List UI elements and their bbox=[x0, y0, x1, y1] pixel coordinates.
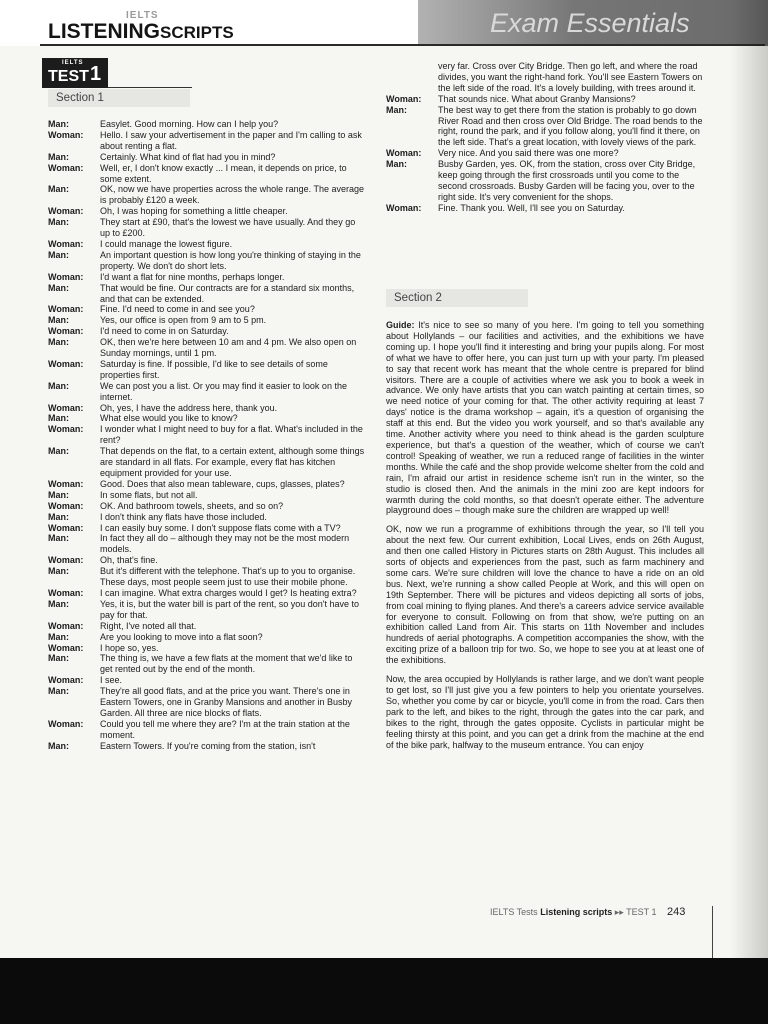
speaker-label: Man: bbox=[48, 566, 69, 577]
speaker-label: Woman: bbox=[48, 718, 84, 729]
paragraph-text: Now, the area occupied by Hollylands is rather large, and we don't want people to get lost, so I'll just give you a few pointers to help you orientate yourselves. So, whether you come by car or bicycle, you'll come in from the road. Cars then park to the left, and bikes to the right, through the gates into the car park, and bikes to the right, through the gates opposite. Cyclists in particular might be feeling thirsty at this point, and you can get a drink from the machine at the end of the bike park, halfway to the museum entrance. You can enjoy bbox=[386, 674, 704, 750]
dialogue-line bbox=[48, 490, 366, 501]
dialogue-text: Oh, that's fine. bbox=[100, 555, 158, 566]
dialogue-text: Good. Does that also mean tableware, cups, glasses, plates? bbox=[100, 478, 345, 489]
dialogue-line bbox=[48, 304, 366, 315]
dialogue-text: That depends on the flat, to a certain extent, although some things are standard in all flats. For example, every flat has kitchen equipment provided for your use. bbox=[100, 446, 365, 478]
header-title-listening: LISTENING bbox=[48, 20, 161, 43]
dialogue-line bbox=[48, 359, 366, 381]
dialogue-line bbox=[48, 239, 366, 250]
dialogue-text: What else would you like to know? bbox=[100, 413, 238, 424]
dialogue-text: Very nice. And you said there was one more? bbox=[438, 148, 619, 159]
header-band-text: Exam Essentials bbox=[490, 8, 690, 38]
speaker-label: Man: bbox=[48, 282, 69, 293]
speaker-label: Man: bbox=[48, 337, 69, 348]
section-2-paragraph bbox=[386, 674, 704, 750]
dialogue-text: Yes, our office is open from 9 am to 5 pm. bbox=[100, 315, 267, 326]
dialogue-line bbox=[48, 381, 366, 403]
dialogue-text: OK, then we're here between 10 am and 4 pm. We also open on Sunday mornings, until 1 pm. bbox=[100, 337, 357, 359]
speaker-label: Man: bbox=[48, 511, 69, 522]
dialogue-line bbox=[386, 105, 704, 149]
speaker-label: Man: bbox=[48, 184, 69, 195]
speaker-label: Man: bbox=[48, 653, 69, 664]
dialogue-text: Could you tell me where they are? I'm at the train station at the moment. bbox=[100, 718, 350, 740]
dialogue-line bbox=[48, 403, 366, 414]
dialogue-line bbox=[48, 719, 366, 741]
dialogue-line bbox=[48, 741, 366, 752]
speaker-label: Woman: bbox=[48, 587, 84, 598]
dialogue-right-column bbox=[386, 61, 704, 214]
speaker-label: Man: bbox=[48, 740, 69, 751]
dialogue-text: Oh, I was hoping for something a little cheaper. bbox=[100, 206, 288, 217]
speaker-label: Woman: bbox=[386, 148, 422, 159]
speaker-label: Woman: bbox=[48, 271, 84, 282]
dialogue-text: The best way to get there from the station is probably to go down River Road and then cross over Old Bridge. The road bends to the right, round the park, and if you follow along, you'll find it there, on the left side. That's a great location, with lovely views of the park. bbox=[438, 104, 703, 148]
section-2-paragraph bbox=[386, 524, 704, 666]
dialogue-text: I hope so, yes. bbox=[100, 642, 159, 653]
section-1-heading: Section 1 bbox=[48, 89, 190, 107]
footer-label: Listening scripts bbox=[540, 907, 613, 917]
dialogue-line bbox=[48, 446, 366, 479]
footer-brand: IELTS Tests bbox=[490, 907, 538, 917]
speaker-label: Man: bbox=[48, 151, 69, 162]
dialogue-text: Eastern Towers. If you're coming from the station, isn't bbox=[100, 740, 316, 751]
page-number: 243 bbox=[667, 906, 686, 918]
dialogue-text: OK. And bathroom towels, sheets, and so on? bbox=[100, 500, 284, 511]
dialogue-text: The thing is, we have a few flats at the moment that we'd like to get rented out by the end of the month. bbox=[100, 653, 353, 675]
speaker-label: Man: bbox=[48, 489, 69, 500]
speaker-label bbox=[386, 61, 438, 94]
paragraph-text: OK, now we run a programme of exhibitions through the year, so I'll tell you about the next few. Our current exhibition, Local Lives, ends on 26th August, and then one called History in Pictures starts on 28th August. This includes all sorts of objects and experiences from the past, such as farm machinery and some cars. We're sure children will love the chance to have a ride on an old bus. Next, we're running a show called People at Work, and this will open on 19th September. There will be pictures and videos depicting all sorts of jobs, from coal mining to flying planes. And there's a careers advice service available for everyone to consult. Following on from that show, we're putting on an exhibition called Land from Air. This starts on 11th November and includes hundreds of aerial photographs. A competition accompanies the show, with the exciting prize of a balloon trip for two. So, we hope to see you at at least one of the exhibitions. bbox=[386, 524, 704, 666]
paragraph-text: It's nice to see so many of you here. I'm going to tell you something about Hollylands – our facilities and activities, and the exhibitions we have coming up. I hope you'll find it interesting and bring your pupils along. For most of what we have to offer here, you can just turn up with your party. I'm pleased to say that recent work has meant that the whole centre is prepared for blind visitors. There are a couple of activities where we ask you to book a week in advance. We only have artists that you can watch painting at certain times, so we need notice of your coming for that. The other activity requiring at least 7 days' notice is the drama workshop – again, it's a question of organising the staff at this end. But the video you work yourself, and so that's available any time. Another activity where you need to think ahead is the garden sculpture experience, but that's a question of the weather, which of course we can't control! Speaking of weather, we run a reduced range of facilities in the winter months. While the café and the shop provide welcome shelter from the cold and rain, I'm afraid our artist in residence scheme isn't run in the winter, so the studio is closed then. And the animals in the mini zoo are kept indoors for warmth during the cold months, so that doesn't operate either. The adventure playground does – though make sure the children are wrapped up well! bbox=[386, 320, 704, 516]
speaker-label: Woman: bbox=[48, 358, 84, 369]
dialogue-text: Busby Garden, yes. OK, from the station, cross over City Bridge, keep going through the first crossroads until you come to the second crossroads. Busby Garden will be facing you, over to the right side. It's very convenient for the shops. bbox=[438, 159, 696, 202]
dialogue-text: But it's different with the telephone. That's up to you to organise. These days, most people seem just to use their mobile phone. bbox=[100, 566, 356, 588]
dialogue-line bbox=[48, 686, 366, 719]
badge-test: TEST bbox=[48, 68, 89, 85]
dialogue-line bbox=[48, 119, 366, 130]
header-ielts-label: IELTS bbox=[126, 10, 159, 21]
dialogue-text: Oh, yes, I have the address here, thank you. bbox=[100, 402, 278, 413]
test-badge bbox=[42, 58, 108, 88]
dialogue-text: I can imagine. What extra charges would I get? Is heating extra? bbox=[100, 587, 357, 598]
dialogue-line bbox=[48, 632, 366, 643]
dialogue-text: Hello. I saw your advertisement in the paper and I'm calling to ask about renting a flat. bbox=[100, 129, 362, 151]
dialogue-line bbox=[48, 217, 366, 239]
speaker-label: Woman: bbox=[48, 238, 84, 249]
dialogue-text: I could manage the lowest figure. bbox=[100, 238, 233, 249]
speaker-label: Woman: bbox=[48, 478, 84, 489]
header-title-scripts: SCRIPTS bbox=[160, 23, 234, 42]
dialogue-line bbox=[48, 424, 366, 446]
dialogue-line bbox=[48, 643, 366, 654]
speaker-label: Man: bbox=[48, 631, 69, 642]
speaker-label: Man: bbox=[48, 119, 69, 129]
dialogue-text: Fine. I'd need to come in and see you? bbox=[100, 304, 255, 315]
dialogue-line bbox=[48, 315, 366, 326]
dialogue-line bbox=[48, 599, 366, 621]
dialogue-line bbox=[48, 675, 366, 686]
speaker-label: Man: bbox=[48, 413, 69, 424]
dialogue-text: Easylet. Good morning. How can I help you? bbox=[100, 119, 279, 129]
dialogue-line bbox=[386, 61, 704, 94]
header-rule bbox=[40, 44, 765, 46]
speaker-label: Man: bbox=[48, 686, 69, 697]
dialogue-text: very far. Cross over City Bridge. Then go left, and where the road divides, you want the right-hand fork. You'll see Eastern Towers on the left side of the road. It's a lovely building, with trees around it. bbox=[438, 61, 703, 93]
dialogue-text: Saturday is fine. If possible, I'd like to see details of some properties first. bbox=[100, 358, 328, 380]
dialogue-text: Yes, it is, but the water bill is part of the rent, so you don't have to pay for that. bbox=[100, 598, 360, 620]
dialogue-text: They're all good flats, and at the price you want. There's one in Eastern Towers, one in Granby Mansions and another in Busby Garden. All three are nice blocks of flats. bbox=[100, 686, 352, 718]
dialogue-text: We can post you a list. Or you may find it easier to look on the internet. bbox=[100, 380, 347, 402]
speaker-label: Woman: bbox=[386, 202, 422, 213]
speaker-label: Woman: bbox=[48, 620, 84, 631]
footer-test: TEST 1 bbox=[626, 907, 657, 917]
dialogue-line bbox=[386, 159, 704, 203]
dialogue-left-column bbox=[48, 119, 366, 752]
dialogue-line bbox=[48, 523, 366, 534]
dialogue-text: In some flats, but not all. bbox=[100, 489, 198, 500]
section-2-heading: Section 2 bbox=[386, 289, 528, 307]
badge-number: 1 bbox=[90, 63, 102, 85]
dialogue-text: Right, I've noted all that. bbox=[100, 620, 197, 631]
speaker-label: Man: bbox=[48, 249, 69, 260]
dialogue-line bbox=[386, 203, 704, 214]
speaker-label: Woman: bbox=[48, 424, 84, 435]
speaker-label: Woman: bbox=[48, 675, 84, 686]
speaker-label: Woman: bbox=[48, 402, 84, 413]
speaker-label: Woman: bbox=[48, 129, 84, 140]
dialogue-line bbox=[48, 512, 366, 523]
dialogue-line bbox=[48, 479, 366, 490]
paragraph-speaker: Guide: bbox=[386, 320, 415, 330]
dialogue-text: They start at £90, that's the lowest we have usually. And they go up to £200. bbox=[100, 217, 356, 239]
dialogue-line bbox=[48, 653, 366, 675]
speaker-label: Man: bbox=[386, 159, 407, 170]
footer-rule bbox=[712, 906, 713, 958]
speaker-label: Woman: bbox=[386, 93, 422, 104]
dialogue-line bbox=[48, 501, 366, 512]
dialogue-line bbox=[48, 250, 366, 272]
speaker-label: Man: bbox=[48, 315, 69, 326]
speaker-label: Woman: bbox=[48, 206, 84, 217]
dialogue-line bbox=[48, 566, 366, 588]
dialogue-text: I'd want a flat for nine months, perhaps longer. bbox=[100, 271, 285, 282]
dialogue-line bbox=[386, 94, 704, 105]
dialogue-text: Fine. Thank you. Well, I'll see you on Saturday. bbox=[438, 202, 625, 213]
dialogue-text: Well, er, I don't know exactly ... I mean, it depends on price, to some extent. bbox=[100, 162, 347, 184]
speaker-label: Man: bbox=[48, 533, 69, 544]
dialogue-text: OK, now we have properties across the whole range. The average is probably £120 a week. bbox=[100, 184, 364, 206]
dialogue-text: Certainly. What kind of flat had you in mind? bbox=[100, 151, 276, 162]
speaker-label: Woman: bbox=[48, 162, 84, 173]
badge-rule bbox=[108, 87, 192, 88]
speaker-label: Woman: bbox=[48, 326, 84, 337]
speaker-label: Woman: bbox=[48, 555, 84, 566]
dialogue-line bbox=[48, 326, 366, 337]
dialogue-text: Are you looking to move into a flat soon? bbox=[100, 631, 263, 642]
dialogue-text: I can easily buy some. I don't suppose flats come with a TV? bbox=[100, 522, 341, 533]
speaker-label: Man: bbox=[48, 446, 69, 457]
page-footer bbox=[490, 906, 685, 918]
dialogue-text: I'd need to come in on Saturday. bbox=[100, 326, 229, 337]
dialogue-line bbox=[48, 272, 366, 283]
dialogue-line bbox=[48, 337, 366, 359]
speaker-label: Woman: bbox=[48, 522, 84, 533]
dialogue-text: I see. bbox=[100, 675, 123, 686]
dialogue-text: That would be fine. Our contracts are for a standard six months, and that can be extended. bbox=[100, 282, 355, 304]
dialogue-text: In fact they all do – although they may not be the most modern models. bbox=[100, 533, 350, 555]
dialogue-line bbox=[48, 130, 366, 152]
dialogue-line bbox=[48, 588, 366, 599]
footer-arrows-icon: ▸▸ bbox=[614, 907, 624, 917]
speaker-label: Woman: bbox=[48, 642, 84, 653]
dialogue-line bbox=[48, 413, 366, 424]
dialogue-text: I wonder what I might need to buy for a flat. What's included in the rent? bbox=[100, 424, 363, 446]
scan-bottom-edge bbox=[0, 958, 768, 1024]
page-header bbox=[0, 0, 768, 46]
speaker-label: Man: bbox=[48, 380, 69, 391]
section-2-text bbox=[386, 320, 704, 758]
speaker-label: Woman: bbox=[48, 304, 84, 315]
dialogue-text: That sounds nice. What about Granby Mansions? bbox=[438, 93, 636, 104]
dialogue-line bbox=[48, 206, 366, 217]
header-band bbox=[418, 0, 768, 46]
dialogue-line bbox=[48, 163, 366, 185]
dialogue-line bbox=[48, 184, 366, 206]
speaker-label: Woman: bbox=[48, 500, 84, 511]
speaker-label: Man: bbox=[386, 104, 407, 115]
speaker-label: Man: bbox=[48, 598, 69, 609]
dialogue-line bbox=[48, 621, 366, 632]
dialogue-line bbox=[48, 152, 366, 163]
page-curl-shadow bbox=[730, 0, 768, 958]
dialogue-text: I don't think any flats have those included. bbox=[100, 511, 267, 522]
speaker-label: Man: bbox=[48, 217, 69, 228]
dialogue-line bbox=[48, 533, 366, 555]
dialogue-line bbox=[48, 555, 366, 566]
header-title bbox=[48, 20, 234, 44]
badge-ielts: IELTS bbox=[62, 60, 84, 66]
dialogue-line bbox=[386, 148, 704, 159]
section-2-paragraph bbox=[386, 320, 704, 516]
dialogue-text: An important question is how long you're thinking of staying in the property. We don't do short lets. bbox=[100, 249, 361, 271]
dialogue-line bbox=[48, 283, 366, 305]
